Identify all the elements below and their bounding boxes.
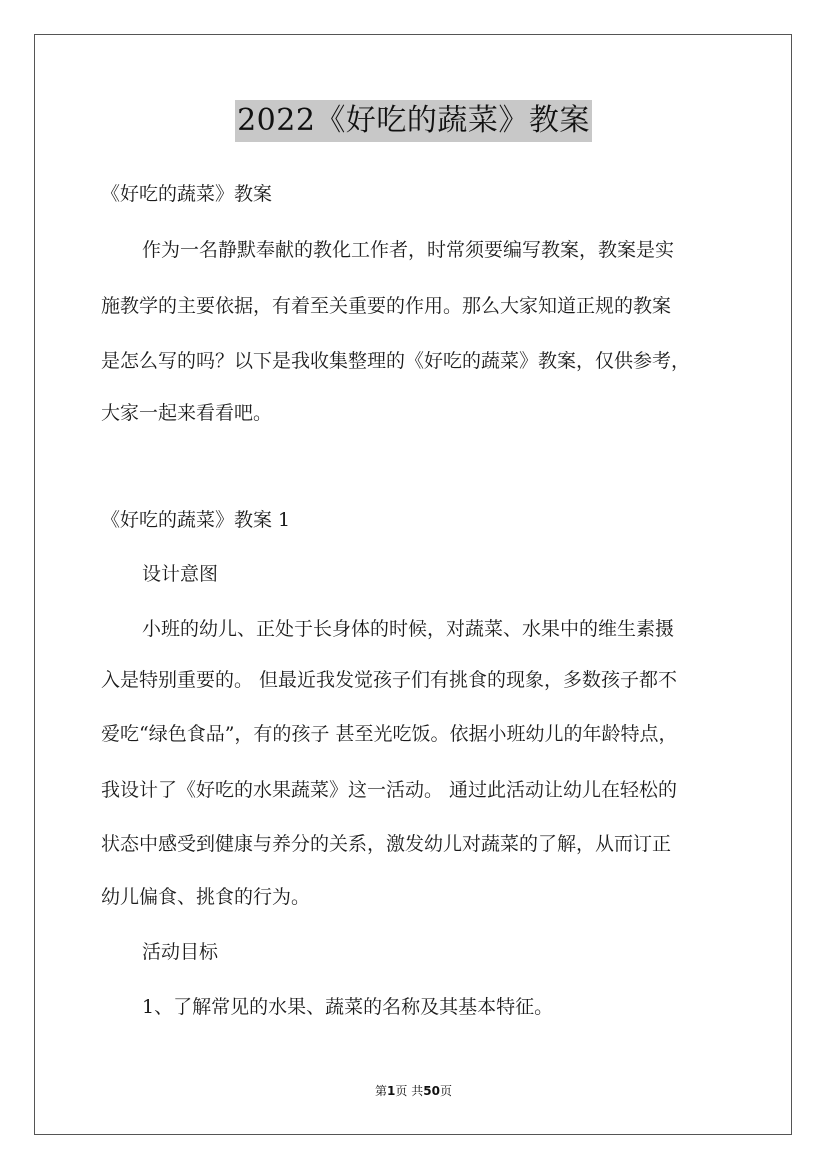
intro-line-3: 是怎么写的吗？以下是我收集整理的《好吃的蔬菜》教案，仅供参考，: [101, 350, 691, 372]
goal-item-1: 1、了解常见的水果、蔬菜的名称及其基本特征。: [142, 996, 554, 1018]
design-line-6: 幼儿偏食、挑食的行为。: [101, 886, 311, 908]
design-line-2: 入是特别重要的。 但最近我发觉孩子们有挑食的现象，多数孩子都不: [101, 669, 678, 691]
page-footer: [0, 1083, 827, 1099]
heading-lesson-plan-1: 《好吃的蔬菜》教案 1: [101, 509, 291, 531]
title-container: [0, 100, 827, 142]
page-total: 50: [423, 1084, 440, 1098]
page-prefix: 第: [375, 1084, 388, 1098]
intro-line-1: 作为一名静默奉献的教化工作者，时常须要编写教案，教案是实: [142, 239, 675, 261]
design-line-4: 我设计了《好吃的水果蔬菜》这一活动。 通过此活动让幼儿在轻松的: [101, 779, 678, 801]
design-line-1: 小班的幼儿、正处于长身体的时候，对蔬菜、水果中的维生素摄: [142, 618, 675, 640]
design-line-5: 状态中感受到健康与养分的关系，激发幼儿对蔬菜的了解，从而订正: [101, 833, 672, 855]
heading-lesson-plan: 《好吃的蔬菜》教案: [101, 183, 273, 205]
section-design-intent: 设计意图: [142, 563, 219, 585]
intro-line-4: 大家一起来看看吧。: [101, 402, 273, 424]
page-mid: 页 共: [395, 1084, 424, 1098]
intro-line-2: 施教学的主要依据，有着至关重要的作用。那么大家知道正规的教案: [101, 295, 672, 317]
page-suffix: 页: [439, 1084, 452, 1098]
page-number: 1: [387, 1084, 396, 1098]
document-title: 2022《好吃的蔬菜》教案: [235, 100, 592, 142]
design-line-3: 爱吃“绿色食品”，有的孩子 甚至光吃饭。依据小班幼儿的年龄特点，: [101, 723, 678, 745]
section-activity-goals: 活动目标: [142, 941, 219, 963]
